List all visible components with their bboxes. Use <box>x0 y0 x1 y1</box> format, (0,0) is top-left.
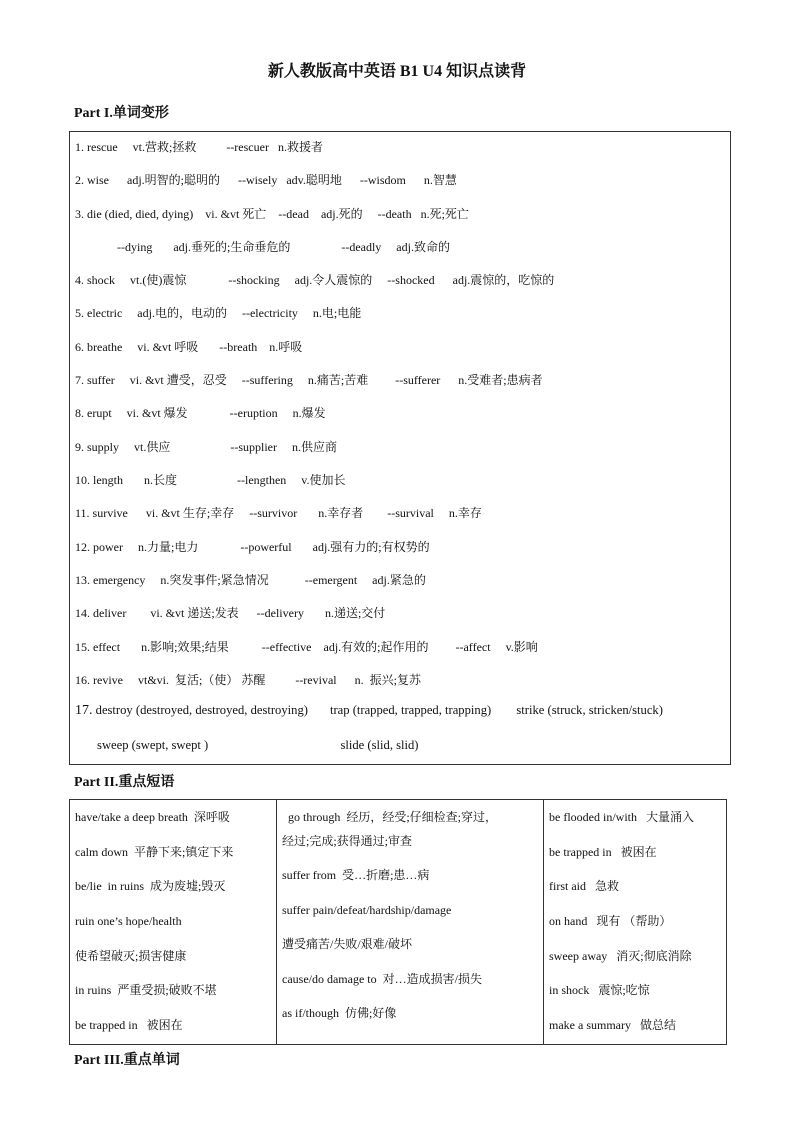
phrase-item: 使希望破灭;损害健康 <box>75 949 187 963</box>
phrase-item: be flooded in/with 大量涌入 <box>549 810 694 824</box>
word-row: --dying adj.垂死的;生命垂危的 --deadly adj.致命的 <box>75 240 450 254</box>
word-row: 7. suffer vi. &vt 遭受，忍受 --suffering n.痛苦;苦难 --sufferer n.受难者;患病者 <box>75 373 543 387</box>
phrase-item: be trapped in 被困在 <box>75 1018 183 1032</box>
phrases-table <box>69 799 727 1045</box>
phrase-item: calm down 平静下来;镇定下来 <box>75 845 234 859</box>
word-row: 6. breathe vi. &vt 呼吸 --breath n.呼吸 <box>75 340 303 354</box>
word-row: 4. shock vt.(使)震惊 --shocking adj.令人震惊的 --shocked adj.震惊的，吃惊的 <box>75 273 555 287</box>
phrase-item: suffer pain/defeat/hardship/damage <box>282 903 452 917</box>
word-row: 10. length n.长度 --lengthen v.使加长 <box>75 473 346 487</box>
phrases-column-1 <box>70 800 277 1045</box>
word-row: 12. power n.力量;电力 --powerful adj.强有力的;有权势的 <box>75 540 430 554</box>
phrase-item: make a summary 做总结 <box>549 1018 676 1032</box>
phrase-item: be trapped in 被困在 <box>549 845 657 859</box>
phrase-item: ruin one’s hope/health <box>75 914 182 928</box>
word-row: 13. emergency n.突发事件;紧急情况 --emergent adj.紧急的 <box>75 573 426 587</box>
word-row: 1. rescue vt.营救;拯救 --rescuer n.救援者 <box>75 140 323 154</box>
word-row: 3. die (died, died, dying) vi. &vt 死亡 --dead adj.死的 --death n.死;死亡 <box>75 207 469 221</box>
row17-number: 17. <box>75 703 93 718</box>
row17-text: destroy (destroyed, destroyed, destroying) trap (trapped, trapped, trapping) strike (struck, stricken/stuck) <box>92 703 663 717</box>
word-row: 15. effect n.影响;效果;结果 --effective adj.有效的;起作用的 --affect v.影响 <box>75 640 538 654</box>
phrases-column-3 <box>544 800 727 1045</box>
word-forms-box <box>69 131 731 765</box>
part3-heading: Part III.重点单词 <box>74 1053 180 1068</box>
word-row: 11. survive vi. &vt 生存;幸存 --survivor n.幸存者 --survival n.幸存 <box>75 506 482 520</box>
phrase-item: have/take a deep breath 深呼吸 <box>75 810 230 824</box>
word-row: 5. electric adj.电的，电动的 --electricity n.电;电能 <box>75 306 362 320</box>
part1-heading: Part I.单词变形 <box>74 106 169 121</box>
phrase-item: in ruins 严重受损;破败不堪 <box>75 983 217 997</box>
phrase-item: sweep away 消灭;彻底消除 <box>549 949 692 963</box>
phrase-item: 遭受痛苦/失败/艰难/破坏 <box>282 937 413 951</box>
phrase-item: first aid 急救 <box>549 879 619 893</box>
word-row: 9. supply vt.供应 --supplier n.供应商 <box>75 440 337 454</box>
phrase-item: on hand 现有 （帮助） <box>549 914 672 928</box>
phrase-item: be/lie in ruins 成为废墟;毁灭 <box>75 879 226 893</box>
phrase-item: go through 经历，经受;仔细检查;穿过， <box>282 810 497 824</box>
phrases-column-2 <box>277 800 544 1045</box>
phrase-item: as if/though 仿佛;好像 <box>282 1006 397 1020</box>
word-row: 16. revive vt&vi. 复活;（使） 苏醒 --revival n. 振兴;复苏 <box>75 673 421 687</box>
word-row: 14. deliver vi. &vt 递送;发表 --delivery n.递送;交付 <box>75 606 386 620</box>
phrase-item: suffer from 受…折磨;患…病 <box>282 868 430 882</box>
document-title: 新人教版高中英语 B1 U4 知识点读背 <box>267 63 527 80</box>
word-row-17 <box>75 703 663 719</box>
word-row: 2. wise adj.明智的;聪明的 --wisely adv.聪明地 --wisdom n.智慧 <box>75 173 457 187</box>
phrase-item: cause/do damage to 对…造成损害/损失 <box>282 972 482 986</box>
phrase-item: 经过;完成;获得通过;审查 <box>282 834 413 848</box>
word-row: 8. erupt vi. &vt 爆发 --eruption n.爆发 <box>75 406 326 420</box>
phrase-item: in shock 震惊;吃惊 <box>549 983 650 997</box>
part2-heading: Part II.重点短语 <box>74 775 175 790</box>
word-row-18: sweep (swept, swept ) slide (slid, slid) <box>75 738 419 752</box>
